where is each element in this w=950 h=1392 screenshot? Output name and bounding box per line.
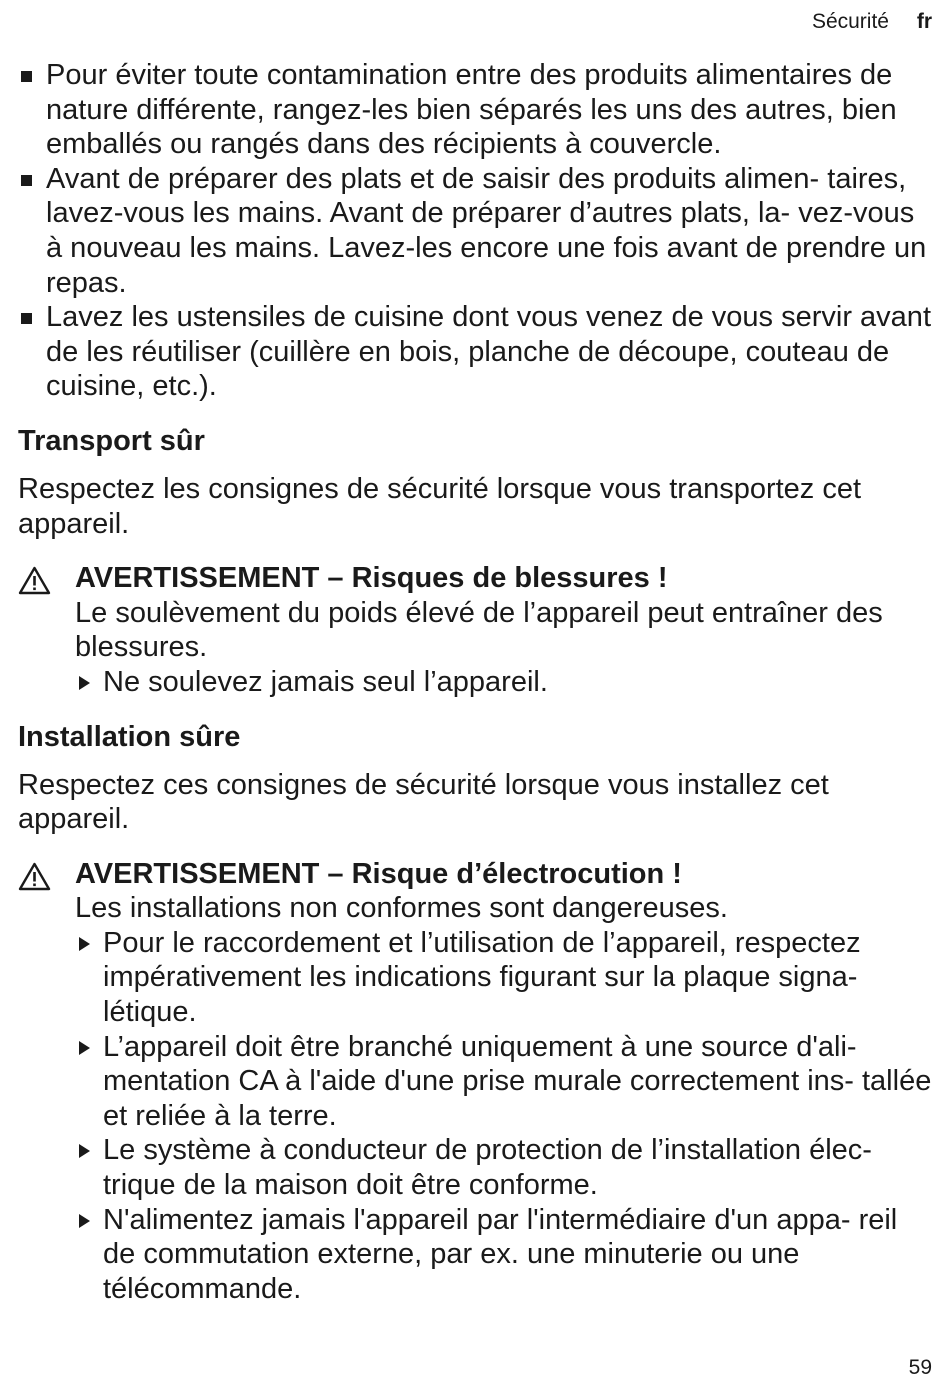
arrow-bullet-icon [79, 1214, 90, 1228]
list-item: Avant de préparer des plats et de saisir des produits alimen- taires, lavez-vous les mains. Avant de préparer d’autres plats, la- vez-vous à nouveau les mains. Lavez-les encore une fois avant de prendre un repas. [18, 162, 934, 300]
arrow-bullet-icon [79, 676, 90, 690]
warning-title: AVERTISSEMENT – Risques de blessures ! [75, 562, 668, 595]
section-title: Sécurité [811, 10, 889, 33]
hygiene-bullet-list [18, 58, 934, 404]
installation-heading: Installation sûre [18, 720, 241, 753]
square-bullet-icon [21, 71, 32, 82]
arrow-bullet-icon [79, 1041, 90, 1055]
warning-triangle-icon [18, 566, 51, 595]
warning-description: Le soulèvement du poids élevé de l’appareil peut entraîner des blessures. [75, 596, 883, 664]
list-item: Ne soulevez jamais seul l’appareil. [75, 665, 934, 700]
page-header [812, 8, 932, 36]
square-bullet-icon [21, 313, 32, 324]
arrow-bullet-icon [79, 937, 90, 951]
warning-description: Les installations non conformes sont dangereuses. [75, 892, 728, 925]
language-code: fr [916, 10, 932, 33]
installation-warning [18, 857, 934, 1307]
list-item: Pour éviter toute contamination entre des produits alimentaires de nature différente, rangez-les bien séparés les uns des autres, bien emballés ou rangés dans des récipients à couvercle. [18, 58, 934, 162]
warning-triangle-icon [18, 862, 51, 891]
warning-title: AVERTISSEMENT – Risque d’électrocution ! [75, 857, 682, 890]
arrow-bullet-icon [79, 1144, 90, 1158]
list-item: L’appareil doit être branché uniquement à une source d'ali- mentation CA à l'aide d'une prise murale correctement ins- tallée et reliée à la terre. [75, 1030, 934, 1134]
page-number: 59 [908, 1356, 932, 1379]
list-item: N'alimentez jamais l'appareil par l'intermédiaire d'un appa- reil de commutation externe, par ex. une minuterie ou une télécommande. [75, 1203, 934, 1307]
list-item: Lavez les ustensiles de cuisine dont vous venez de vous servir avant de les réutiliser (cuillère en bois, planche de découpe, couteau de cuisine, etc.). [18, 300, 934, 404]
warning-steps [75, 665, 934, 700]
square-bullet-icon [21, 175, 32, 186]
list-item: Le système à conducteur de protection de l’installation élec- trique de la maison doit être conforme. [75, 1133, 934, 1202]
list-item: Pour le raccordement et l’utilisation de l’appareil, respectez impérativement les indications figurant sur la plaque signa- létique. [75, 926, 934, 1030]
transport-intro: Respectez les consignes de sécurité lorsque vous transportez cet appareil. [18, 472, 862, 540]
installation-intro: Respectez ces consignes de sécurité lorsque vous installez cet appareil. [18, 768, 829, 836]
transport-heading: Transport sûr [18, 424, 205, 457]
warning-steps [75, 926, 934, 1307]
transport-warning [18, 561, 934, 699]
main-content [18, 58, 934, 1306]
